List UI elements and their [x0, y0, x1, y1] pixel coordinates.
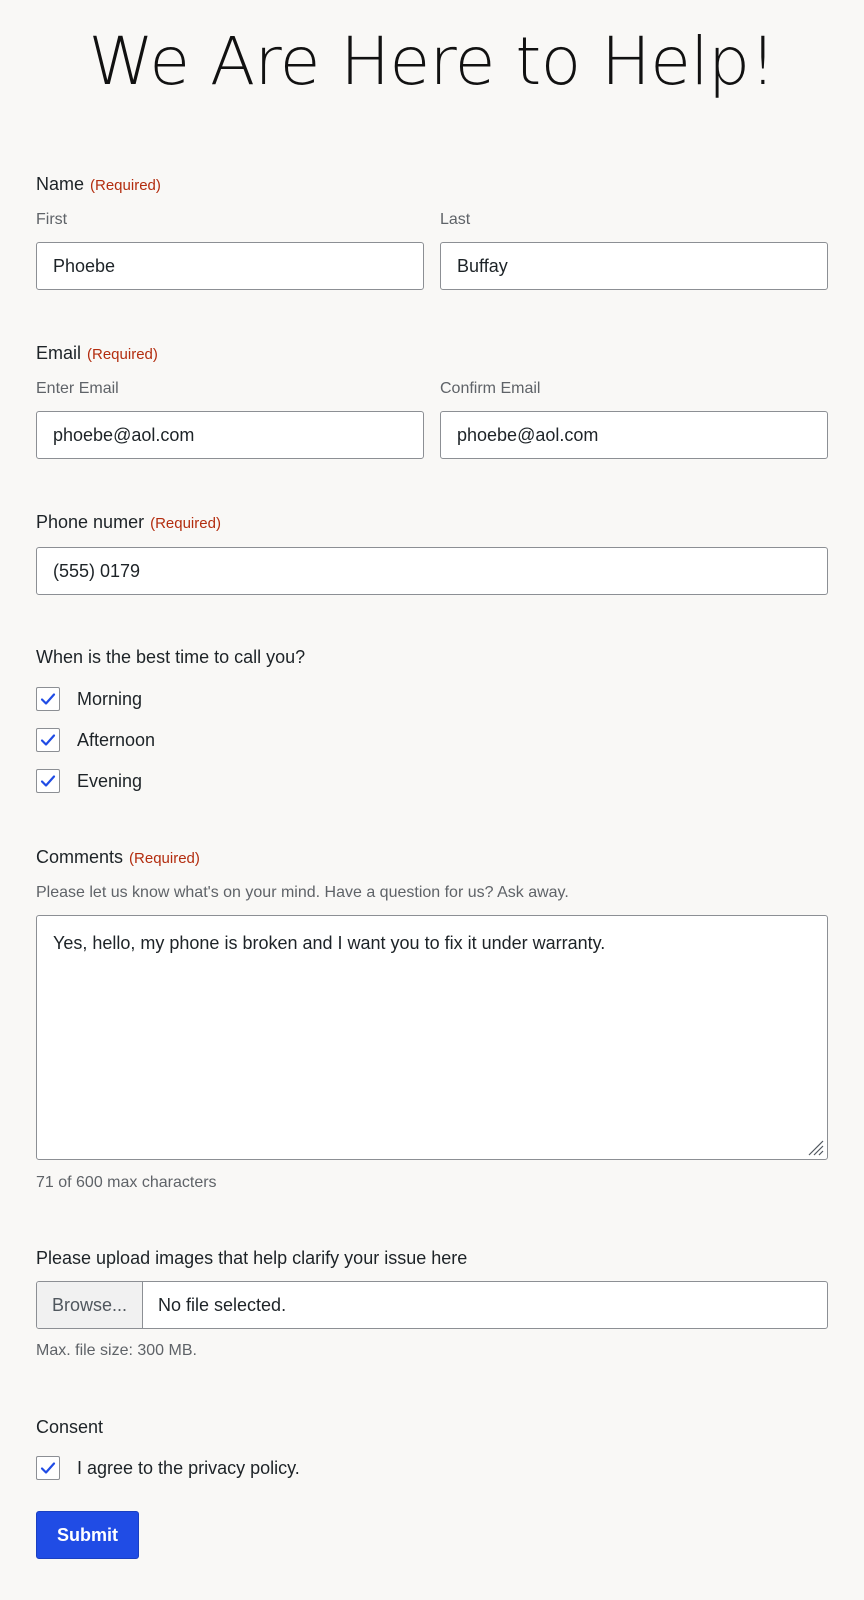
- enter-email-label: Enter Email: [36, 380, 119, 397]
- file-upload-field[interactable]: [36, 1281, 828, 1329]
- confirm-email-input[interactable]: [440, 411, 828, 459]
- browse-button[interactable]: Browse...: [37, 1282, 143, 1328]
- check-icon: [40, 732, 56, 748]
- checkbox-afternoon[interactable]: [36, 728, 60, 752]
- checkbox-privacy-policy[interactable]: [36, 1456, 60, 1480]
- checkbox-afternoon-label[interactable]: Afternoon: [77, 730, 156, 750]
- file-status: No file selected.: [158, 1295, 287, 1315]
- last-name-input[interactable]: [440, 242, 828, 290]
- name-label: Name: [36, 174, 85, 194]
- checkbox-privacy-policy-label[interactable]: I agree to the privacy policy.: [77, 1458, 300, 1478]
- checkbox-evening[interactable]: [36, 769, 60, 793]
- comments-description: Please let us know what's on your mind. Have a question for us? Ask away.: [36, 884, 569, 901]
- checkbox-morning[interactable]: [36, 687, 60, 711]
- call-time-label: When is the best time to call you?: [36, 647, 306, 667]
- last-name-label: Last: [440, 211, 471, 228]
- check-icon: [40, 1460, 56, 1476]
- resize-handle-icon[interactable]: [806, 1138, 824, 1156]
- check-icon: [40, 773, 56, 789]
- email-label: Email: [36, 343, 82, 363]
- character-counter: 71 of 600 max characters: [36, 1174, 217, 1191]
- required-indicator: (Required): [87, 346, 158, 363]
- consent-label: Consent: [36, 1417, 104, 1437]
- required-indicator: (Required): [150, 515, 221, 532]
- name-field-label: [36, 174, 161, 195]
- email-field-label: [36, 343, 158, 364]
- phone-input[interactable]: [36, 547, 828, 595]
- upload-label: Please upload images that help clarify your issue here: [36, 1248, 468, 1268]
- comments-label: Comments: [36, 847, 124, 867]
- required-indicator: (Required): [129, 850, 200, 867]
- max-file-size: Max. file size: 300 MB.: [36, 1342, 197, 1359]
- check-icon: [40, 691, 56, 707]
- submit-button[interactable]: Submit: [36, 1511, 139, 1559]
- first-name-label: First: [36, 211, 68, 228]
- checkbox-evening-label[interactable]: Evening: [77, 771, 143, 791]
- first-name-input[interactable]: [36, 242, 424, 290]
- comments-textarea[interactable]: [36, 915, 828, 1160]
- phone-field-label: [36, 512, 221, 533]
- required-indicator: (Required): [90, 177, 161, 194]
- phone-label: Phone numer: [36, 512, 145, 532]
- confirm-email-label: Confirm Email: [440, 380, 541, 397]
- enter-email-input[interactable]: [36, 411, 424, 459]
- comments-field-label: [36, 847, 200, 868]
- page-title: We Are Here to Help!: [88, 23, 776, 100]
- checkbox-morning-label[interactable]: Morning: [77, 689, 143, 709]
